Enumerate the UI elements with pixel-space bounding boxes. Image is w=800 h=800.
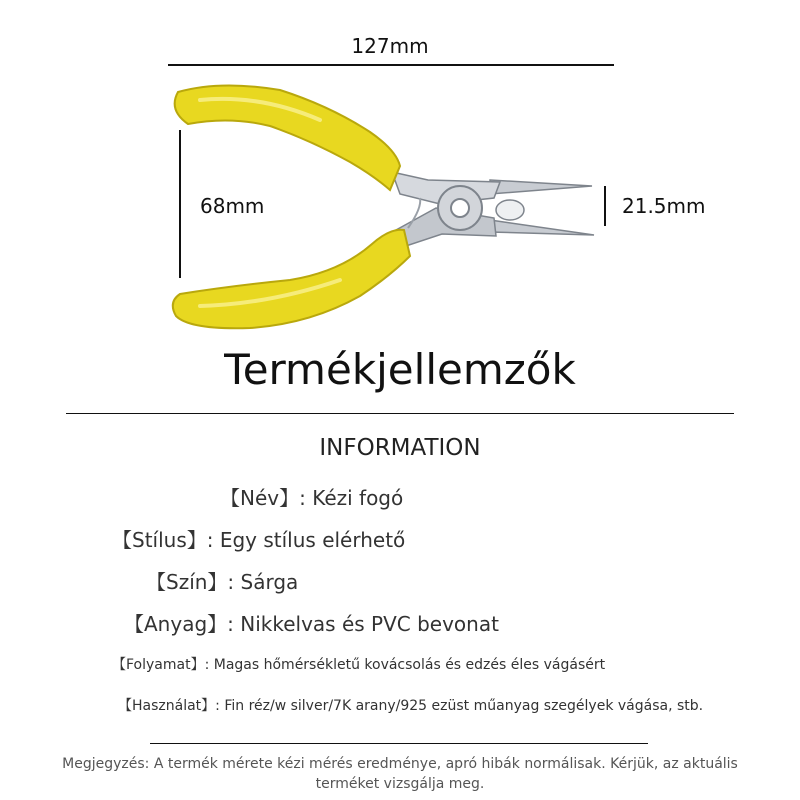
page-title: Termékjellemzők bbox=[224, 345, 576, 394]
dimension-length-label: 127mm bbox=[351, 34, 429, 58]
spec-style: 【Stílus】: Egy stílus elérhető bbox=[112, 528, 406, 552]
spec-name: 【Név】: Kézi fogó bbox=[220, 486, 404, 510]
dimension-height-label: 68mm bbox=[200, 194, 265, 218]
spec-process: 【Folyamat】: Magas hőmérsékletű kovácsolás és edzés éles vágásért bbox=[112, 657, 606, 673]
dimension-tip-label: 21.5mm bbox=[622, 194, 706, 218]
note-divider bbox=[150, 743, 648, 744]
info-title: INFORMATION bbox=[319, 435, 481, 461]
spec-usage: 【Használat】: Fin réz/w silver/7K arany/925 ezüst műanyag szegélyek vágása, stb. bbox=[118, 698, 704, 714]
spec-material: 【Anyag】: Nikkelvas és PVC bevonat bbox=[124, 612, 499, 636]
note-text: Megjegyzés: A termék mérete kézi mérés eredménye, apró hibák normálisak. Kérjük, az aktuális terméket vizsgálja meg. bbox=[62, 756, 738, 792]
heading-divider bbox=[66, 413, 734, 414]
dimension-length-line bbox=[168, 64, 614, 66]
spec-color: 【Szín】: Sárga bbox=[146, 570, 299, 594]
pliers-icon bbox=[160, 80, 610, 340]
